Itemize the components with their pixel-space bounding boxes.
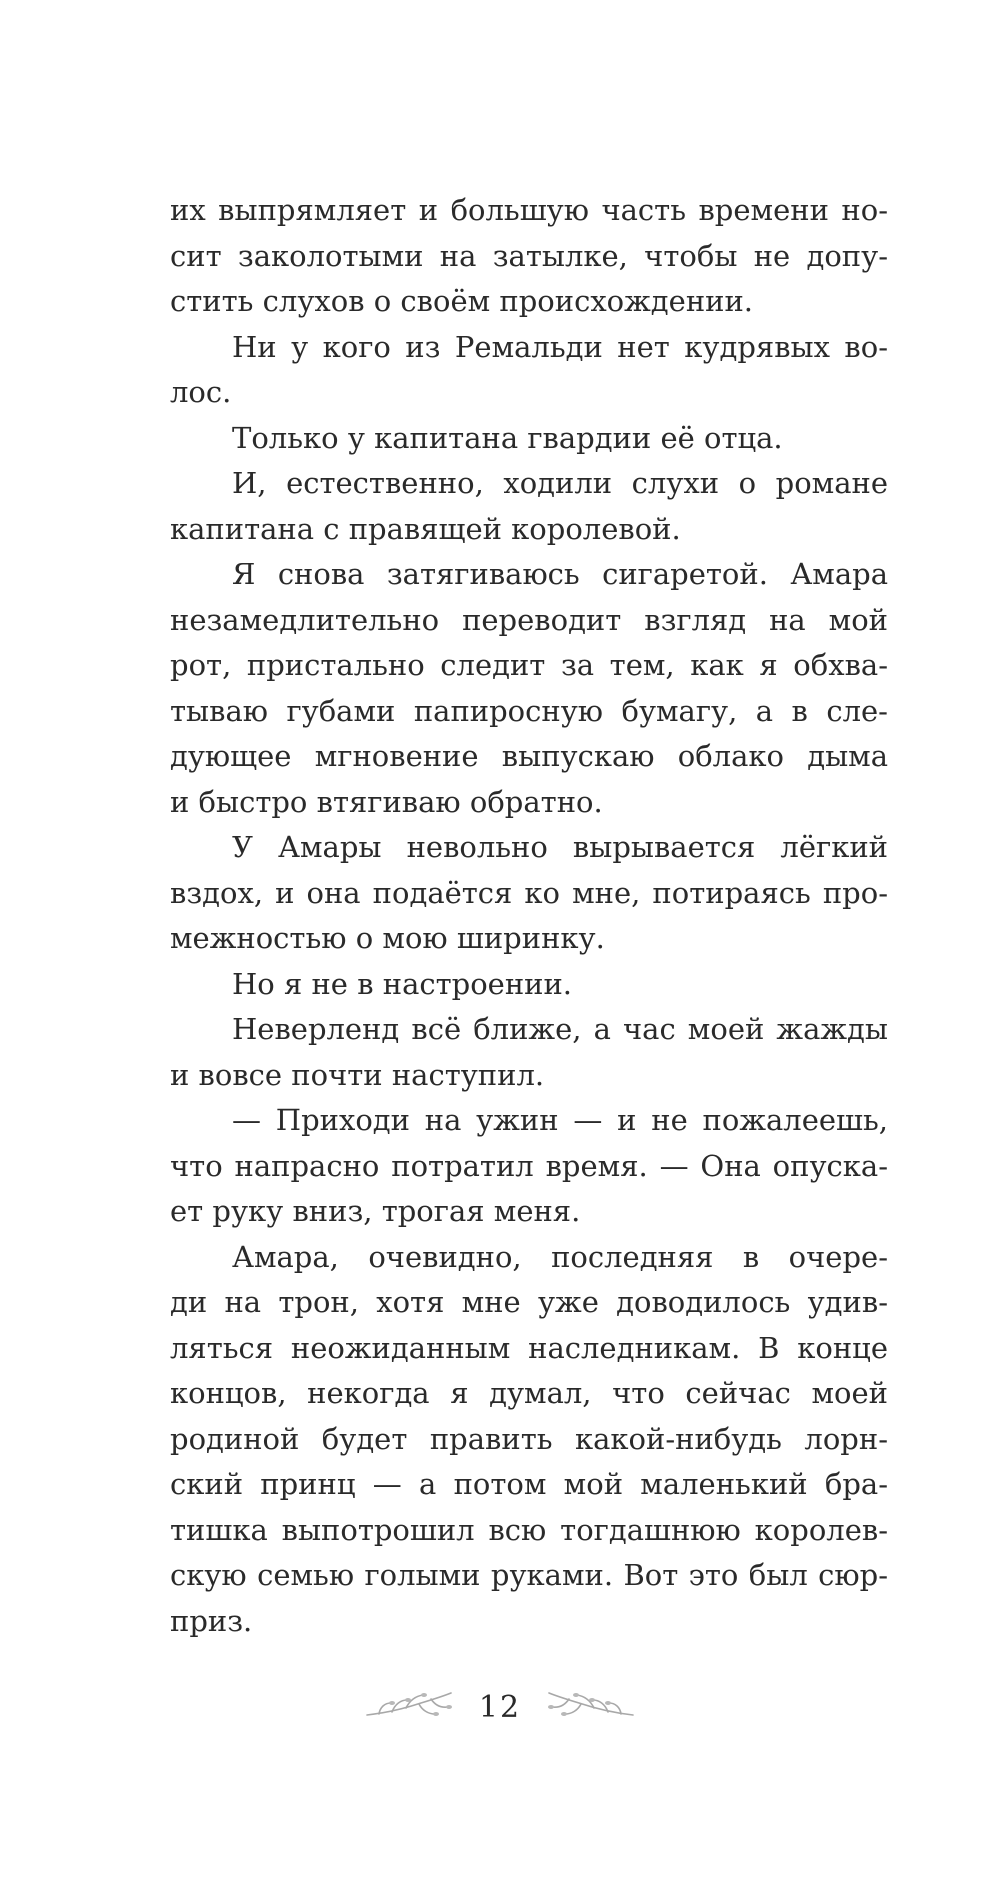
- page-footer: [0, 1682, 1000, 1732]
- text-line: Ни у кого из Ремальди нет кудрявых во-: [232, 329, 888, 364]
- text-line: дующее мгновение выпускаю облако дыма: [170, 739, 888, 773]
- text-line: незамедлительно переводит взгляд на мой: [170, 602, 888, 637]
- text-line: тываю губами папиросную бумагу, а в сле-: [170, 693, 888, 728]
- text-line: приз.: [170, 1603, 253, 1638]
- text-line: межностью о мою ширинку.: [170, 921, 605, 955]
- text-line: ский принц — а потом мой маленький бра-: [170, 1467, 888, 1501]
- text-line: У Амары невольно вырывается лёгкий: [232, 830, 888, 864]
- body-text: [170, 188, 888, 1644]
- page-number: 12: [478, 1689, 522, 1725]
- text-line: Неверленд всё ближе, а час моей жажды: [232, 1012, 888, 1046]
- text-line: лос.: [170, 375, 232, 409]
- text-line: вздох, и она подаётся ко мне, потираясь про-: [170, 875, 888, 910]
- text-line: ди на трон, хотя мне уже доводилось удив-: [170, 1285, 888, 1319]
- text-line: их выпрямляет и большую часть времени но-: [170, 193, 888, 227]
- text-line: что напрасно потратил время. — Она опуска-: [170, 1148, 888, 1183]
- text-line: концов, некогда я думал, что сейчас моей: [170, 1376, 888, 1410]
- text-line: капитана с правящей королевой.: [170, 511, 681, 546]
- text-line: сит заколотыми на затылке, чтобы не допу-: [170, 238, 888, 273]
- text-line: скую семью голыми руками. Вот это был сюр-: [170, 1558, 888, 1592]
- text-line: Только у капитана гвардии её отца.: [232, 420, 783, 455]
- text-line: ет руку вниз, трогая меня.: [170, 1194, 581, 1228]
- text-line: Амара, очевидно, последняя в очере-: [232, 1239, 888, 1274]
- text-line: И, естественно, ходили слухи о романе: [232, 466, 888, 500]
- text-line: стить слухов о своём происхождении.: [170, 284, 754, 318]
- text-line: рот, пристально следит за тем, как я обхва-: [170, 648, 888, 682]
- floral-ornament-icon: [361, 1685, 456, 1729]
- text-line: и вовсе почти наступил.: [170, 1057, 545, 1092]
- text-line: — Приходи на ужин — и не пожалеешь,: [232, 1103, 888, 1137]
- floral-ornament-icon: [544, 1685, 639, 1729]
- text-line: и быстро втягиваю обратно.: [170, 784, 603, 819]
- text-line: тишка выпотрошил всю тогдашнюю королев-: [170, 1512, 888, 1547]
- text-line: Я снова затягиваюсь сигаретой. Амара: [232, 557, 888, 591]
- text-line: родиной будет править какой-нибудь лорн-: [170, 1421, 888, 1456]
- text-line: ляться неожиданным наследникам. В конце: [170, 1330, 888, 1365]
- text-line: Но я не в настроении.: [232, 966, 573, 1001]
